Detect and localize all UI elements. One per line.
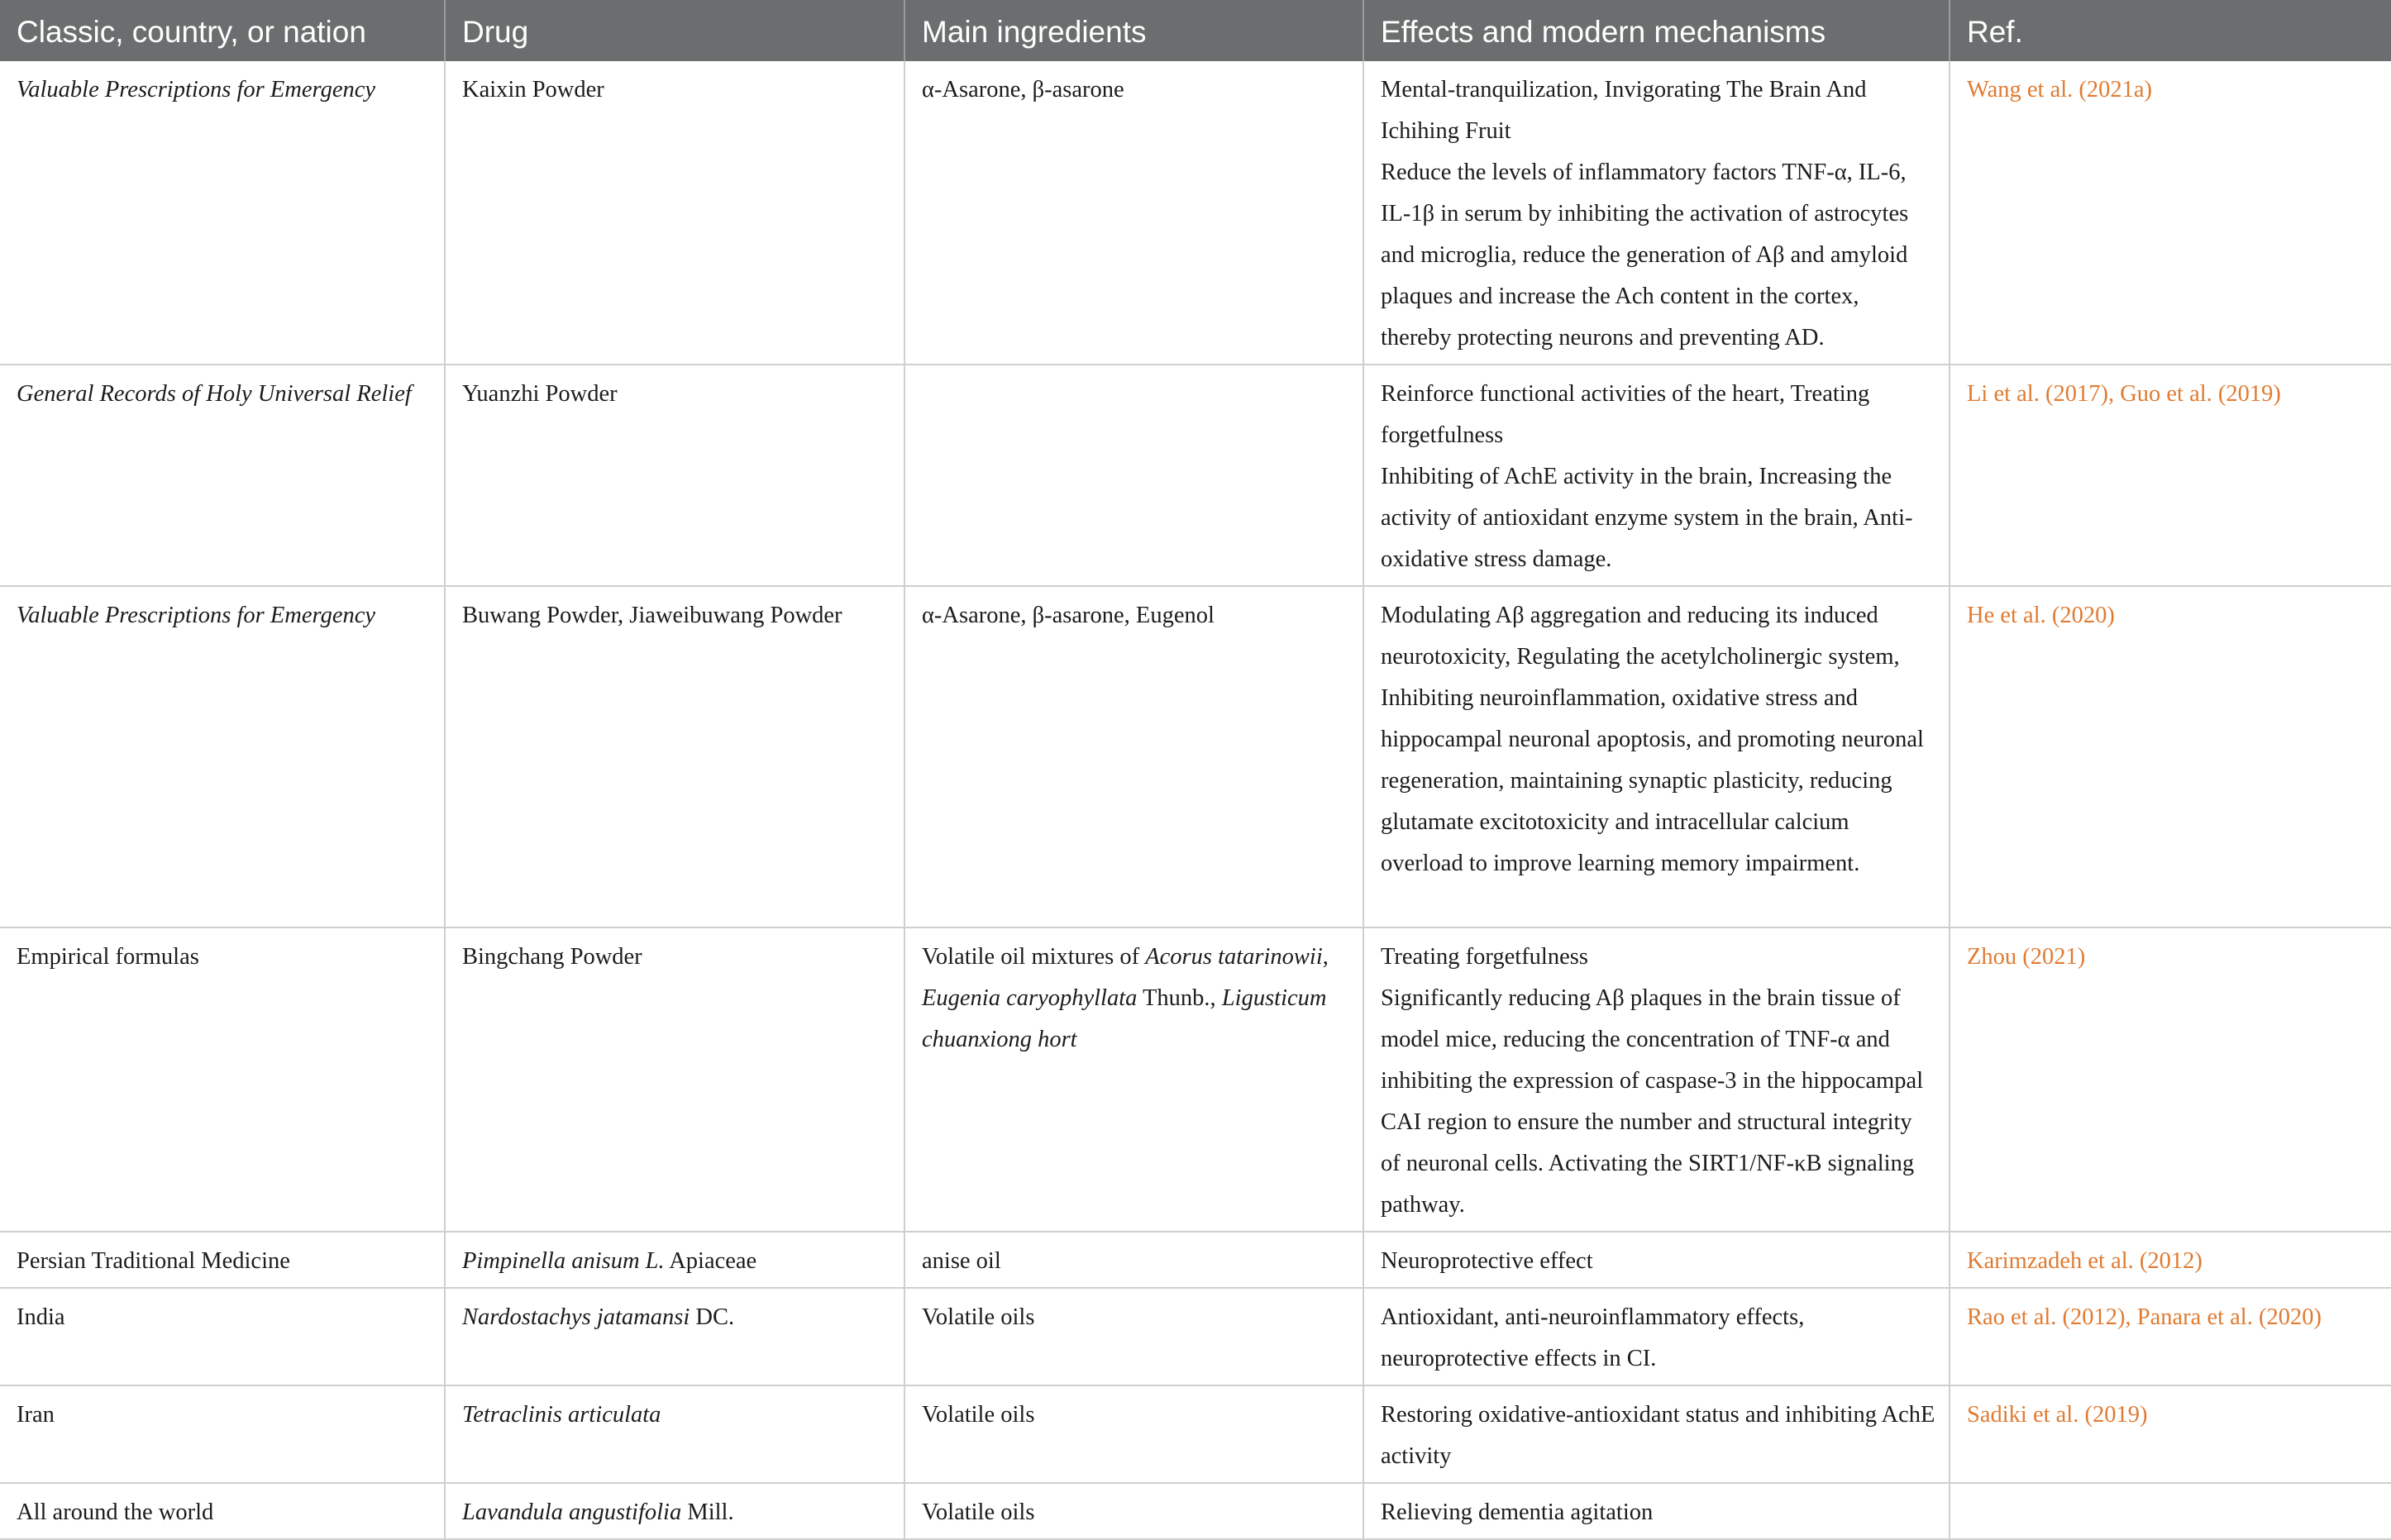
table-row [0,927,2391,1232]
table-row [0,1232,2391,1288]
ingredient-species: Eugenia caryophyllata [922,985,1138,1011]
cell-classic [0,365,445,586]
cell-ingredients: α-Asarone, β-asarone [904,61,1363,365]
reference-link[interactable] [1950,1483,2391,1539]
table-row [0,61,2391,365]
cell-effects [1363,365,1950,586]
cell-drug [445,1385,904,1483]
header-row [0,0,2391,61]
header-classic: Classic, country, or nation [0,0,445,61]
cell-classic: Empirical formulas [0,927,445,1232]
classic-text: Valuable Prescriptions for Emergency [17,603,376,628]
effects-line: Treating forgetfulness [1381,944,1588,970]
cell-effects [1363,1288,1950,1385]
header-drug: Drug [445,0,904,61]
effects-line: Significantly reducing Aβ plaques in the brain tissue of model mice, reducing the concentration of TNF-α and inhibiting the expression of caspase-3 in the hippocampal CAI region to ensure the number and structural integrity of neuronal cells. Activating the SIRT1/NF-κB signaling pathway. [1381,985,1924,1218]
cell-ingredients: Volatile oils [904,1483,1363,1539]
drug-suffix: DC. [690,1304,735,1330]
cell-classic: Iran [0,1385,445,1483]
header-effects: Effects and modern mechanisms [1363,0,1950,61]
effects-line: Reduce the levels of inflammatory factors TNF-α, IL-6, IL-1β in serum by inhibiting the activation of astrocytes and microglia, reduce the generation of Aβ and amyloid plaques and increase the Ach content in the cortex, thereby protecting neurons and preventing AD. [1381,160,1909,350]
cell-effects [1363,927,1950,1232]
ingredient-text: Thunb., [1137,985,1222,1011]
cell-ingredients [904,927,1363,1232]
classic-text: General Records of Holy Universal Relief [17,381,412,407]
ingredient-text: , [1322,944,1329,970]
cell-effects [1363,1232,1950,1288]
drug-species: Pimpinella anisum L. [462,1248,665,1274]
cell-classic [0,586,445,927]
cell-classic [0,61,445,365]
cell-drug: Yuanzhi Powder [445,365,904,586]
table-row [0,1288,2391,1385]
cell-effects [1363,586,1950,927]
cell-drug [445,1483,904,1539]
table-row [0,365,2391,586]
effects-line: Reinforce functional activities of the heart, Treating forgetfulness [1381,381,1870,448]
cell-drug: Buwang Powder, Jiaweibuwang Powder [445,586,904,927]
effects-line: Modulating Aβ aggregation and reducing its induced neurotoxicity, Regulating the acetylcholinergic system, Inhibiting neuroinflammation, oxidative stress and hippocampal neuronal apoptosis, and promoting neuronal regeneration, maintaining synaptic plasticity, reducing glutamate excitotoxicity and intracellular calcium overload to improve learning memory impairment. [1381,603,1924,876]
header-ingredients: Main ingredients [904,0,1363,61]
cell-drug: Bingchang Powder [445,927,904,1232]
reference-link[interactable]: Li et al. (2017), Guo et al. (2019) [1950,365,2391,586]
ingredient-text: Volatile oil mixtures of [922,944,1146,970]
classic-text: Valuable Prescriptions for Emergency [17,77,376,103]
effects-line: Restoring oxidative-antioxidant status and inhibiting AchE activity [1381,1402,1935,1469]
ingredient-species: Acorus tatarinowii [1145,944,1323,970]
effects-line: Inhibiting of AchE activity in the brain, Increasing the activity of antioxidant enzyme system in the brain, Anti-oxidative stress damage. [1381,464,1913,572]
drug-species: Tetraclinis articulata [462,1402,661,1428]
table-row [0,586,2391,927]
header-ref: Ref. [1950,0,2391,61]
cell-ingredients: Volatile oils [904,1385,1363,1483]
reference-link[interactable]: Sadiki et al. (2019) [1950,1385,2391,1483]
effects-line: Neuroprotective effect [1381,1248,1593,1274]
cell-effects [1363,1385,1950,1483]
cell-classic: Persian Traditional Medicine [0,1232,445,1288]
cell-drug: Kaixin Powder [445,61,904,365]
table-row [0,1385,2391,1483]
drug-suffix: Apiaceae [664,1248,757,1274]
reference-link[interactable]: He et al. (2020) [1950,586,2391,927]
cell-drug [445,1288,904,1385]
table-row [0,1483,2391,1539]
cell-drug [445,1232,904,1288]
cell-classic: India [0,1288,445,1385]
cell-ingredients: α-Asarone, β-asarone, Eugenol [904,586,1363,927]
drug-species: Nardostachys jatamansi [462,1304,690,1330]
reference-link[interactable]: Wang et al. (2021a) [1950,61,2391,365]
table-body [0,61,2391,1539]
cell-ingredients [904,365,1363,586]
ingredient-species: Ligusticum chuanxiong hort [922,985,1327,1052]
reference-link[interactable]: Karimzadeh et al. (2012) [1950,1232,2391,1288]
effects-line: Relieving dementia agitation [1381,1499,1654,1525]
reference-link[interactable]: Zhou (2021) [1950,927,2391,1232]
reference-link[interactable]: Rao et al. (2012), Panara et al. (2020) [1950,1288,2391,1385]
drug-suffix: Mill. [681,1499,734,1525]
cell-effects [1363,61,1950,365]
effects-line: Antioxidant, anti-neuroinflammatory effects, neuroprotective effects in CI. [1381,1304,1805,1371]
table-header [0,0,2391,61]
drug-species: Lavandula angustifolia [462,1499,682,1525]
effects-line: Mental-tranquilization, Invigorating The Brain And Ichihing Fruit [1381,77,1867,144]
cell-ingredients: Volatile oils [904,1288,1363,1385]
cell-effects [1363,1483,1950,1539]
cell-classic: All around the world [0,1483,445,1539]
cell-ingredients: anise oil [904,1232,1363,1288]
